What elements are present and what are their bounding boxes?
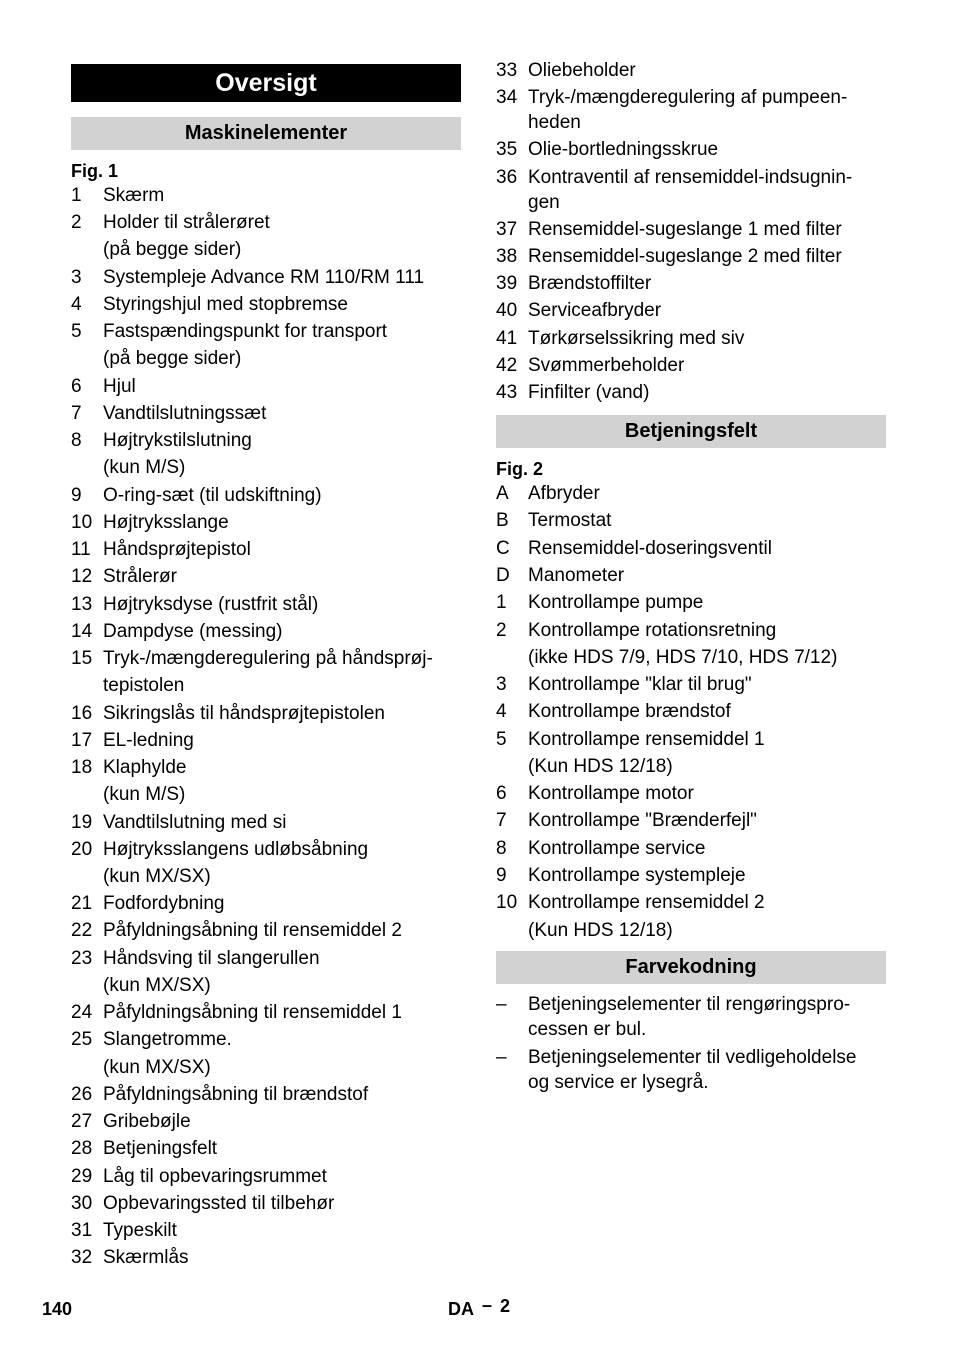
list-item-number: 18 <box>71 757 93 779</box>
list-item-number: 9 <box>71 484 82 506</box>
list-item-text: Kontraventil af rensemiddel-indsugnin- <box>528 166 853 188</box>
list-item-text: heden <box>528 112 581 134</box>
list-item-number: 23 <box>71 947 93 969</box>
list-item-number: 9 <box>496 865 507 886</box>
list-item-text: Tørkørselssikring med siv <box>528 327 745 349</box>
list-item-text: (på begge sider) <box>103 239 242 261</box>
list-item-number: 7 <box>496 810 507 832</box>
list-item-number: 19 <box>71 811 93 833</box>
list-item-number: 5 <box>496 728 507 750</box>
list-item-number: 31 <box>71 1220 93 1242</box>
list-item-number: – <box>496 1047 507 1068</box>
list-item-text: Dampdyse (messing) <box>103 620 283 642</box>
list-item-number: 43 <box>496 382 518 403</box>
list-item-text: (Kun HDS 12/18) <box>528 755 673 777</box>
list-item-text: Olie-bortledningsskrue <box>528 139 719 161</box>
list-item-number: 20 <box>71 838 93 860</box>
list-item-number: 10 <box>496 892 518 914</box>
section-title-betjeningsfelt: Betjeningsfelt <box>496 415 886 448</box>
list-item-text: Højtryksdyse (rustfrit stål) <box>103 593 319 615</box>
list-item-text: (kun MX/SX) <box>103 1056 211 1078</box>
list-item-text: Skærmlås <box>103 1247 189 1269</box>
list-item-text: (ikke HDS 7/9, HDS 7/10, HDS 7/12) <box>528 646 838 668</box>
list-item-number: 34 <box>496 87 518 109</box>
list-item-number: A <box>496 483 509 504</box>
list-item-number: 16 <box>71 702 93 724</box>
list-item-text: Tryk-/mængderegulering af pumpeen- <box>528 87 848 109</box>
list-item-text: Højtrykstilslutning <box>103 430 252 452</box>
list-item-number: 28 <box>71 1138 93 1160</box>
list-item-number: C <box>496 537 510 559</box>
list-item-number: 25 <box>71 1029 93 1051</box>
list-item-number: 27 <box>71 1111 93 1133</box>
list-item-text: cessen er bul. <box>528 1019 647 1040</box>
section-title-farvekodning: Farvekodning <box>496 951 886 984</box>
list-item-text: Typeskilt <box>103 1220 177 1242</box>
list-item-text: (kun M/S) <box>103 457 186 479</box>
list-item-number: 38 <box>496 246 518 267</box>
list-item-text: Kontrollampe brændstof <box>528 701 731 723</box>
list-item-number: B <box>496 510 509 532</box>
list-item-text: Tryk-/mængderegulering på håndsprøj- <box>103 648 433 670</box>
list-item-number: 41 <box>496 327 518 349</box>
list-item-number: 15 <box>71 648 93 670</box>
list-item-text: Kontrollampe motor <box>528 783 694 805</box>
list-item-text: Termostat <box>528 510 612 532</box>
list-item-number: 22 <box>71 920 93 942</box>
list-item-text: Kontrollampe rensemiddel 1 <box>528 728 765 750</box>
list-item-text: Betjeningsfelt <box>103 1138 218 1160</box>
list-item-text: Kontrollampe pumpe <box>528 592 704 614</box>
list-item-text: Højtryksslangens udløbsåbning <box>103 838 369 860</box>
list-item-number: 39 <box>496 273 518 295</box>
list-item-number: 10 <box>71 511 93 533</box>
list-item-text: Kontrollampe rotationsretning <box>528 619 777 641</box>
list-item-number: 17 <box>71 729 93 751</box>
list-item-number: 13 <box>71 593 93 615</box>
list-item-number: 30 <box>71 1192 93 1214</box>
list-item-text: Sikringslås til håndsprøjtepistolen <box>103 702 385 724</box>
list-item-text: Håndsprøjtepistol <box>103 539 251 561</box>
list-item-text: (på begge sider) <box>103 348 242 370</box>
list-item-number: 2 <box>496 619 507 641</box>
list-item-number: 4 <box>71 293 82 315</box>
list-item-number: 29 <box>71 1165 93 1187</box>
list-item-number: 4 <box>496 701 507 723</box>
list-item-text: Påfyldningsåbning til brændstof <box>103 1083 369 1105</box>
list-item-text: O-ring-sæt (til udskiftning) <box>103 484 322 506</box>
list-item-number: 6 <box>71 375 82 397</box>
list-item-text: Svømmerbeholder <box>528 354 685 376</box>
list-item-text: Håndsving til slangerullen <box>103 947 320 969</box>
list-item-text: Kontrollampe service <box>528 837 706 859</box>
list-item-text: Kontrollampe rensemiddel 2 <box>528 892 765 914</box>
list-item-number: 26 <box>71 1083 93 1105</box>
list-item-text: EL-ledning <box>103 729 194 751</box>
list-item-text: Brændstoffilter <box>528 273 652 295</box>
page-title: Oversigt <box>71 64 461 102</box>
list-item-text: Kontrollampe "Brænderfejl" <box>528 810 757 832</box>
list-item-number: D <box>496 564 510 586</box>
list-item-text: Styringshjul med stopbremse <box>103 293 348 315</box>
list-item-text: Højtryksslange <box>103 511 229 533</box>
list-item-number: 8 <box>71 430 82 452</box>
list-item-text: gen <box>528 191 560 213</box>
list-item-number: 40 <box>496 300 518 322</box>
list-item-text: Påfyldningsåbning til rensemiddel 2 <box>103 920 402 942</box>
list-item-number: 24 <box>71 1002 93 1024</box>
list-item-number: 42 <box>496 354 518 376</box>
fig-1-label: Fig. 1 <box>71 161 119 181</box>
list-item-text: Betjeningselementer til vedligeholdelse <box>528 1047 857 1068</box>
list-item-number: 2 <box>71 212 82 234</box>
list-item-text: Betjeningselementer til rengøringspro- <box>528 994 851 1015</box>
list-item-text: Kontrollampe systempleje <box>528 865 746 886</box>
list-item-number: 6 <box>496 783 507 805</box>
list-item-text: Fastspændingspunkt for transport <box>103 321 388 343</box>
list-item-text: Holder til strålerøret <box>103 212 270 234</box>
list-item-text: Rensemiddel-doseringsventil <box>528 537 772 559</box>
list-item-text: Vandtilslutning med si <box>103 811 287 833</box>
list-item-text: Slangetromme. <box>103 1029 232 1051</box>
list-item-text: tepistolen <box>103 675 185 697</box>
list-item-number: 37 <box>496 218 518 240</box>
list-item-text: Fodfordybning <box>103 893 225 915</box>
list-item-text: Manometer <box>528 564 625 586</box>
list-item-text: Gribebøjle <box>103 1111 191 1133</box>
page-number: 140 <box>42 1299 73 1319</box>
list-item-number: 35 <box>496 139 518 161</box>
list-item-text: Rensemiddel-sugeslange 1 med filter <box>528 218 842 240</box>
list-item-text: Systempleje Advance RM 110/RM 111 <box>103 266 425 288</box>
list-item-text: Serviceafbryder <box>528 300 662 322</box>
list-item-number: 7 <box>71 402 82 424</box>
footer-dash: – <box>482 1295 493 1315</box>
list-item-number: 1 <box>496 592 507 614</box>
list-item-text: Hjul <box>103 375 136 397</box>
list-item-number: 32 <box>71 1247 93 1269</box>
list-item-number: 36 <box>496 166 518 188</box>
list-item-text: Vandtilslutningssæt <box>103 402 267 424</box>
list-item-number: 11 <box>71 539 91 561</box>
list-item-text: Kontrollampe "klar til brug" <box>528 674 752 695</box>
list-item-number: 3 <box>496 674 507 695</box>
list-item-text: Afbryder <box>528 483 600 504</box>
list-item-text: og service er lysegrå. <box>528 1072 709 1093</box>
list-item-text: Opbevaringssted til tilbehør <box>103 1192 335 1214</box>
list-item-text: Låg til opbevaringsrummet <box>103 1165 327 1187</box>
list-item-number: 33 <box>496 60 518 81</box>
list-item-number: 14 <box>71 620 93 642</box>
list-item-number: 3 <box>71 266 82 288</box>
list-item-text: (Kun HDS 12/18) <box>528 919 673 941</box>
list-item-text: Rensemiddel-sugeslange 2 med filter <box>528 246 842 267</box>
list-item-number: 12 <box>71 566 93 588</box>
list-item-number: 5 <box>71 321 82 343</box>
list-item-text: (kun MX/SX) <box>103 974 211 996</box>
language-label: DA <box>448 1299 474 1319</box>
list-item-number: 1 <box>71 185 82 206</box>
list-item-text: Påfyldningsåbning til rensemiddel 1 <box>103 1002 402 1024</box>
list-item-text: Klaphylde <box>103 757 187 779</box>
list-item-text: (kun M/S) <box>103 784 186 806</box>
list-item-number: – <box>496 994 507 1015</box>
list-item-text: Finfilter (vand) <box>528 382 650 403</box>
sub-page-number: 2 <box>500 1296 511 1316</box>
list-item-number: 21 <box>71 893 93 915</box>
list-item-text: Skærm <box>103 185 165 206</box>
fig-2-label: Fig. 2 <box>496 459 544 479</box>
list-item-text: Oliebeholder <box>528 60 636 81</box>
list-item-text: Strålerør <box>103 566 177 588</box>
section-title-maskinelementer: Maskinelementer <box>71 117 461 150</box>
list-item-text: (kun MX/SX) <box>103 865 211 887</box>
list-item-number: 8 <box>496 837 507 859</box>
